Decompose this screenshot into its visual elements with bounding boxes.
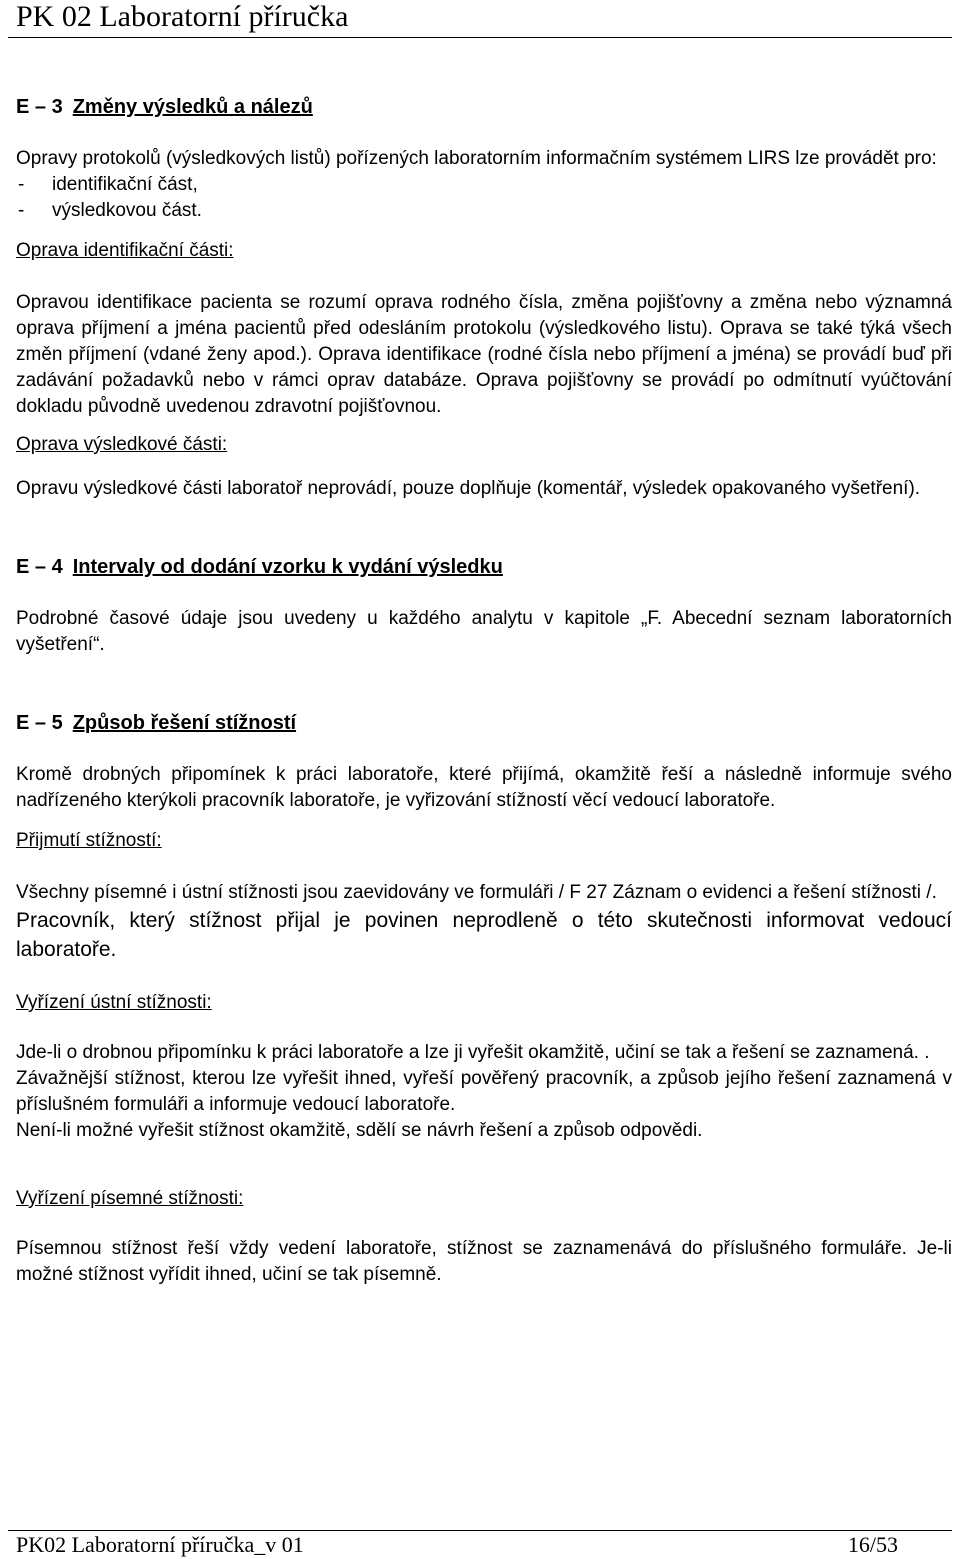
- e3-identification-heading: Oprava identifikační části:: [16, 240, 234, 261]
- e5-oral-text-2: Závažnější stížnost, kterou lze vyřešit ihned, vyřeší pověřený pracovník, a způsob jejího řešení zaznamená v příslušném formuláři a informuje vedoucí laboratoře.: [16, 1068, 952, 1115]
- section-e4-title: E – 4 Intervaly od dodání vzorku k vydání výsledku: [16, 556, 503, 578]
- section-e5-name: Způsob řešení stížností: [72, 712, 297, 734]
- e4-text: Podrobné časové údaje jsou uvedeny u každého analytu v kapitole „F. Abecední seznam laboratorních vyšetření“.: [16, 608, 952, 655]
- e5-written-text: Písemnou stížnost řeší vždy vedení laboratoře, stížnost se zaznamenává do příslušného formuláře. Je-li možné stížnost vyřídit ihned, učiní se tak písemně.: [16, 1238, 952, 1285]
- e3-result-text: Opravu výsledkové části laboratoř neprovádí, pouze doplňuje (komentář, výsledek opakovaného vyšetření).: [16, 478, 921, 499]
- e5-receipt-text-1: Všechny písemné i ústní stížnosti jsou zaevidovány ve formuláři / F 27 Záznam o evidenci a řešení stížnosti /.: [16, 882, 937, 903]
- e5-oral-text-1: Jde-li o drobnou připomínku k práci laboratoře a lze ji vyřešit okamžitě, učiní se tak a řešení se zaznamená. .: [16, 1042, 930, 1063]
- list-item: - výsledkovou část.: [18, 200, 202, 221]
- e5-written-heading: Vyřízení písemné stížnosti:: [16, 1188, 244, 1209]
- e5-intro: Kromě drobných připomínek k práci laboratoře, které přijímá, okamžitě řeší a následně informuje svého nadřízeného kterýkoli pracovník laboratoře, je vyřizování stížností věcí vedoucí laboratoře.: [16, 764, 952, 811]
- e3-identification-text: Opravou identifikace pacienta se rozumí oprava rodného čísla, změna pojišťovny a změna nebo významná oprava příjmení a jména pacientů před odesláním protokolu (výsledkového listu). Oprava se také týká všech změn příjmení (vdané ženy apod.). Oprava identifikace (rodné čísla nebo příjmení a jména) se provádí buď při zadávání požadavků nebo v rámci oprav databáze. Oprava pojišťovny se provádí po odmítnutí vyúčtování dokladu původně uvedenou zdravotní pojišťovnou.: [16, 292, 952, 417]
- document-body: [16, 94, 952, 1288]
- footer-document-name: PK02 Laboratorní příručka_v 01: [16, 1532, 304, 1557]
- e5-receipt-heading: Přijmutí stížností:: [16, 830, 162, 851]
- e5-oral-text-3: Není-li možné vyřešit stížnost okamžitě, sdělí se návrh řešení a způsob odpovědi.: [16, 1120, 703, 1141]
- e3-intro: Opravy protokolů (výsledkových listů) pořízených laboratorním informačním systémem LIRS lze provádět pro:: [16, 148, 937, 169]
- section-e3-title: E – 3 Změny výsledků a nálezů: [16, 96, 313, 118]
- e5-receipt-text-2: Pracovník, který stížnost přijal je povinen neprodleně o této skutečnosti informovat vedoucí laboratoře.: [16, 909, 952, 961]
- header-divider: [8, 37, 952, 38]
- e5-oral-heading: Vyřízení ústní stížnosti:: [16, 992, 212, 1013]
- footer-page-number: 16/53: [847, 1532, 898, 1557]
- section-e3-name: Změny výsledků a nálezů: [72, 96, 313, 118]
- e3-result-heading: Oprava výsledkové části:: [16, 434, 228, 455]
- section-e4-name: Intervaly od dodání vzorku k vydání výsledku: [72, 556, 503, 578]
- section-e5-title: E – 5 Způsob řešení stížností: [16, 712, 297, 734]
- page-header-title: PK 02 Laboratorní příručka: [16, 0, 349, 33]
- list-item: - identifikační část,: [18, 174, 198, 195]
